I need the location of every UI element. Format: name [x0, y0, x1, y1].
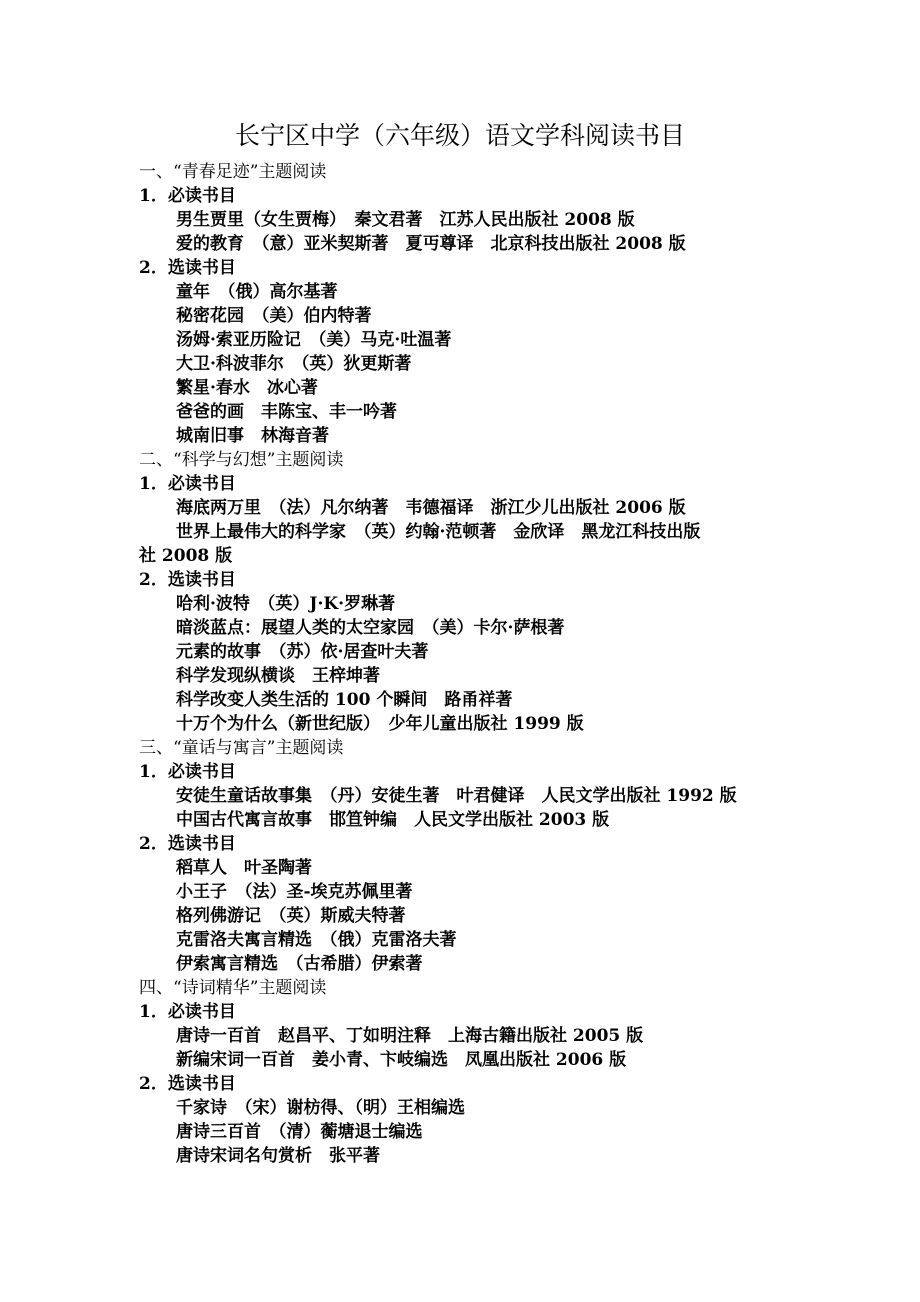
subsection-required: 1．必读书目	[139, 186, 236, 206]
book-entry: 格列佛游记 （英）斯威夫特著	[176, 906, 406, 926]
book-entry-continuation: 社 2008 版	[139, 546, 233, 566]
book-entry: 暗淡蓝点：展望人类的太空家园 （美）卡尔·萨根著	[176, 618, 565, 638]
book-entry: 繁星·春水 冰心著	[176, 378, 318, 398]
section-heading-3: 三、“童话与寓言”主题阅读	[139, 738, 344, 758]
section-heading-2: 二、“科学与幻想”主题阅读	[139, 450, 344, 470]
subsection-required: 1．必读书目	[139, 1002, 236, 1022]
book-entry: 爱的教育 （意）亚米契斯著 夏丏尊译 北京科技出版社 2008 版	[176, 234, 686, 254]
book-entry: 中国古代寓言故事 邯笪钟编 人民文学出版社 2003 版	[176, 810, 610, 830]
subsection-optional: 2．选读书目	[139, 1074, 236, 1094]
book-entry: 新编宋词一百首 姜小青、卞岐编选 凤凰出版社 2006 版	[176, 1050, 627, 1070]
book-entry: 世界上最伟大的科学家 （英）约翰·范顿著 金欣译 黑龙江科技出版	[176, 522, 701, 542]
book-entry: 小王子 （法）圣-埃克苏佩里著	[176, 882, 413, 902]
subsection-optional: 2．选读书目	[139, 570, 236, 590]
book-entry: 男生贾里（女生贾梅） 秦文君著 江苏人民出版社 2008 版	[176, 210, 635, 230]
book-entry: 城南旧事 林海音著	[176, 426, 329, 446]
book-entry: 秘密花园 （美）伯内特著	[176, 306, 372, 326]
book-entry: 千家诗 （宋）谢枋得、（明）王相编选	[176, 1098, 465, 1118]
subsection-optional: 2．选读书目	[139, 258, 236, 278]
section-heading-1: 一、“青春足迹”主题阅读	[139, 162, 327, 182]
book-entry: 元素的故事 （苏）依·居查叶夫著	[176, 642, 429, 662]
subsection-required: 1．必读书目	[139, 474, 236, 494]
book-entry: 唐诗宋词名句赏析 张平著	[176, 1146, 380, 1166]
book-entry: 科学改变人类生活的 100 个瞬间 路甬祥著	[176, 690, 513, 710]
book-entry: 爸爸的画 丰陈宝、丰一吟著	[176, 402, 397, 422]
book-entry: 科学发现纵横谈 王梓坤著	[176, 666, 380, 686]
book-entry: 汤姆·索亚历险记 （美）马克·吐温著	[176, 330, 452, 350]
book-entry: 大卫·科波菲尔 （英）狄更斯著	[176, 354, 412, 374]
book-entry: 唐诗一百首 赵昌平、丁如明注释 上海古籍出版社 2005 版	[176, 1026, 644, 1046]
book-entry: 哈利·波特 （英）J·K·罗琳著	[176, 594, 396, 614]
book-entry: 十万个为什么（新世纪版） 少年儿童出版社 1999 版	[176, 714, 584, 734]
document-title: 长宁区中学（六年级）语文学科阅读书目	[234, 121, 685, 150]
book-entry: 安徒生童话故事集 （丹）安徒生著 叶君健译 人民文学出版社 1992 版	[176, 786, 737, 806]
book-entry: 海底两万里 （法）凡尔纳著 韦德福译 浙江少儿出版社 2006 版	[176, 498, 686, 518]
book-entry: 伊索寓言精选 （古希腊）伊索著	[176, 954, 423, 974]
subsection-optional: 2．选读书目	[139, 834, 236, 854]
subsection-required: 1．必读书目	[139, 762, 236, 782]
book-entry: 童年 （俄）高尔基著	[176, 282, 338, 302]
section-heading-4: 四、“诗词精华”主题阅读	[139, 978, 327, 998]
book-entry: 唐诗三百首 （清）蘅塘退士编选	[176, 1122, 423, 1142]
book-entry: 克雷洛夫寓言精选 （俄）克雷洛夫著	[176, 930, 457, 950]
book-entry: 稻草人 叶圣陶著	[176, 858, 312, 878]
